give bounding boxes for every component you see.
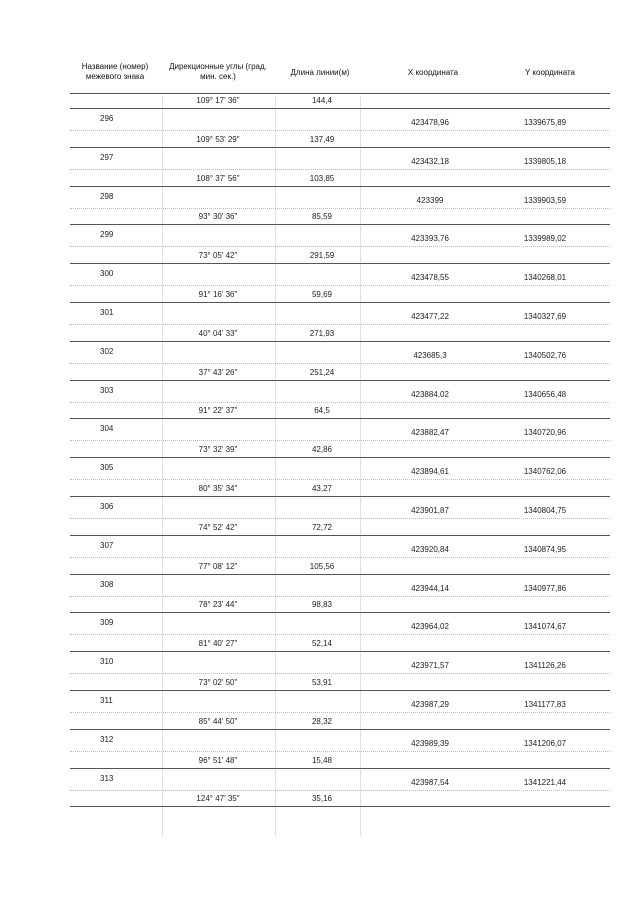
segment-rule <box>70 418 610 419</box>
point-name: 298 <box>100 192 114 201</box>
point-y: 1339903,59 <box>523 196 567 205</box>
segment-rule <box>70 108 610 109</box>
segment-rule <box>70 457 610 458</box>
segment-length: 72,72 <box>311 523 333 532</box>
segment-rule <box>70 496 610 497</box>
point-x: 423432,18 <box>411 157 449 166</box>
segment-length: 103,85 <box>309 174 335 183</box>
segment-angle: 78° 23' 44" <box>198 600 238 609</box>
point-y: 1340804,75 <box>523 506 567 515</box>
point-y: 1340268,01 <box>523 273 567 282</box>
point-rule <box>70 363 610 365</box>
point-y: 1340874,95 <box>523 545 567 554</box>
segment-angle: 108° 37' 56" <box>196 174 240 183</box>
point-x: 423478,96 <box>411 118 449 127</box>
point-name: 303 <box>100 386 114 395</box>
header-angle: Дирекционные углы (град. мин. сек.) <box>169 62 267 81</box>
point-name: 311 <box>100 696 113 705</box>
header-y: Y координата <box>524 68 576 77</box>
segment-length: 15,48 <box>311 756 333 765</box>
segment-angle: 40° 04' 33" <box>198 329 238 338</box>
segment-length: 144,4 <box>311 96 333 105</box>
segment-length: 291,59 <box>309 251 335 260</box>
point-name: 297 <box>100 153 114 162</box>
point-x: 423989,39 <box>411 739 449 748</box>
segment-rule <box>70 535 610 536</box>
point-x: 423399 <box>416 196 444 205</box>
segment-angle: 109° 53' 29" <box>196 135 240 144</box>
point-rule <box>70 518 610 520</box>
point-rule <box>70 557 610 559</box>
point-x: 423884,02 <box>411 390 449 399</box>
segment-angle: 73° 02' 50" <box>198 678 238 687</box>
point-name: 313 <box>100 774 114 783</box>
segment-length: 64,5 <box>314 406 330 415</box>
point-name: 308 <box>100 580 114 589</box>
segment-angle: 91° 16' 36" <box>198 290 238 299</box>
point-name: 306 <box>100 502 114 511</box>
point-y: 1339675,89 <box>523 118 567 127</box>
point-y: 1340327,69 <box>523 312 567 321</box>
point-x: 423685,3 <box>413 351 447 360</box>
segment-length: 59,69 <box>311 290 333 299</box>
point-x: 423964,02 <box>411 622 449 631</box>
point-x: 423393,76 <box>411 234 449 243</box>
point-x: 423894,61 <box>411 467 449 476</box>
point-x: 423882,47 <box>411 428 449 437</box>
header-length: Длина линии(м) <box>290 68 350 77</box>
point-rule <box>70 324 610 326</box>
segment-angle: 74° 52' 42" <box>198 523 238 532</box>
point-y: 1339805,18 <box>523 157 567 166</box>
point-rule <box>70 596 610 598</box>
segment-angle: 81° 40' 27" <box>198 639 238 648</box>
point-y: 1340656,48 <box>523 390 567 399</box>
segment-angle: 96° 51' 48" <box>198 756 238 765</box>
point-name: 310 <box>100 657 114 666</box>
point-x: 423478,55 <box>411 273 449 282</box>
point-y: 1340720,96 <box>523 428 567 437</box>
point-x: 423944,14 <box>411 584 449 593</box>
point-name: 309 <box>100 618 114 627</box>
segment-length: 42,86 <box>311 445 333 454</box>
segment-rule <box>70 690 610 691</box>
segment-length: 105,56 <box>309 562 335 571</box>
point-rule <box>70 751 610 753</box>
segment-angle: 109° 17' 36" <box>196 96 240 105</box>
point-rule <box>70 440 610 442</box>
point-rule <box>70 634 610 636</box>
segment-length: 251,24 <box>309 368 335 377</box>
segment-rule <box>70 651 610 652</box>
segment-length: 53,91 <box>311 678 333 687</box>
point-y: 1341221,44 <box>523 778 567 787</box>
segment-rule <box>70 806 610 807</box>
segment-angle: 93° 30' 36" <box>198 212 238 221</box>
point-x: 423987,54 <box>411 778 449 787</box>
point-name: 312 <box>100 735 114 744</box>
point-rule <box>70 246 610 248</box>
column-divider <box>162 96 163 836</box>
segment-angle: 37° 43' 26" <box>198 368 238 377</box>
point-rule <box>70 169 610 171</box>
point-x: 423987,29 <box>411 700 449 709</box>
point-rule <box>70 790 610 792</box>
point-name: 301 <box>100 308 114 317</box>
point-x: 423971,57 <box>411 661 449 670</box>
segment-angle: 124° 47' 35" <box>196 794 240 803</box>
segment-length: 137,49 <box>309 135 335 144</box>
header-x: X координата <box>407 68 459 77</box>
point-name: 300 <box>100 269 114 278</box>
segment-length: 98,83 <box>311 600 333 609</box>
header-name: Название (номер) межевого знака <box>81 62 149 81</box>
point-rule <box>70 712 610 714</box>
point-y: 1340762,06 <box>523 467 567 476</box>
column-divider <box>360 96 361 836</box>
point-y: 1341206,07 <box>523 739 567 748</box>
segment-rule <box>70 574 610 575</box>
point-y: 1341177,83 <box>524 700 566 709</box>
point-name: 302 <box>100 347 114 356</box>
segment-angle: 73° 05' 42" <box>198 251 238 260</box>
point-y: 1341074,67 <box>523 622 567 631</box>
segment-rule <box>70 380 610 381</box>
point-rule <box>70 402 610 404</box>
point-x: 423920,84 <box>411 545 449 554</box>
segment-angle: 80° 35' 34" <box>198 484 238 493</box>
point-name: 307 <box>100 541 114 550</box>
segment-angle: 77° 08' 12" <box>198 562 238 571</box>
segment-rule <box>70 341 610 342</box>
segment-length: 28,32 <box>311 717 333 726</box>
point-rule <box>70 130 610 132</box>
point-x: 423477,22 <box>411 312 449 321</box>
point-name: 296 <box>100 114 114 123</box>
point-name: 299 <box>100 230 114 239</box>
segment-rule <box>70 186 610 187</box>
point-x: 423901,87 <box>411 506 449 515</box>
point-name: 304 <box>100 424 114 433</box>
segment-rule <box>70 612 610 613</box>
segment-rule <box>70 263 610 264</box>
segment-rule <box>70 768 610 769</box>
point-y: 1341126,26 <box>524 661 566 670</box>
point-y: 1339989,02 <box>523 234 567 243</box>
point-y: 1340977,86 <box>523 584 567 593</box>
header-rule <box>70 93 610 94</box>
segment-length: 271,93 <box>309 329 335 338</box>
point-rule <box>70 673 610 675</box>
segment-length: 52,14 <box>311 639 333 648</box>
segment-length: 43,27 <box>311 484 333 493</box>
point-y: 1340502,76 <box>523 351 567 360</box>
segment-angle: 73° 32' 39" <box>198 445 238 454</box>
segment-rule <box>70 147 610 148</box>
segment-angle: 85° 44' 50" <box>198 717 238 726</box>
segment-rule <box>70 729 610 730</box>
segment-angle: 91° 22' 37" <box>198 406 238 415</box>
point-rule <box>70 479 610 481</box>
segment-length: 85,59 <box>311 212 333 221</box>
column-divider <box>275 96 276 836</box>
point-rule <box>70 285 610 287</box>
point-name: 305 <box>100 463 114 472</box>
segment-rule <box>70 302 610 303</box>
point-rule <box>70 208 610 210</box>
segment-length: 35,16 <box>311 794 333 803</box>
segment-rule <box>70 224 610 225</box>
